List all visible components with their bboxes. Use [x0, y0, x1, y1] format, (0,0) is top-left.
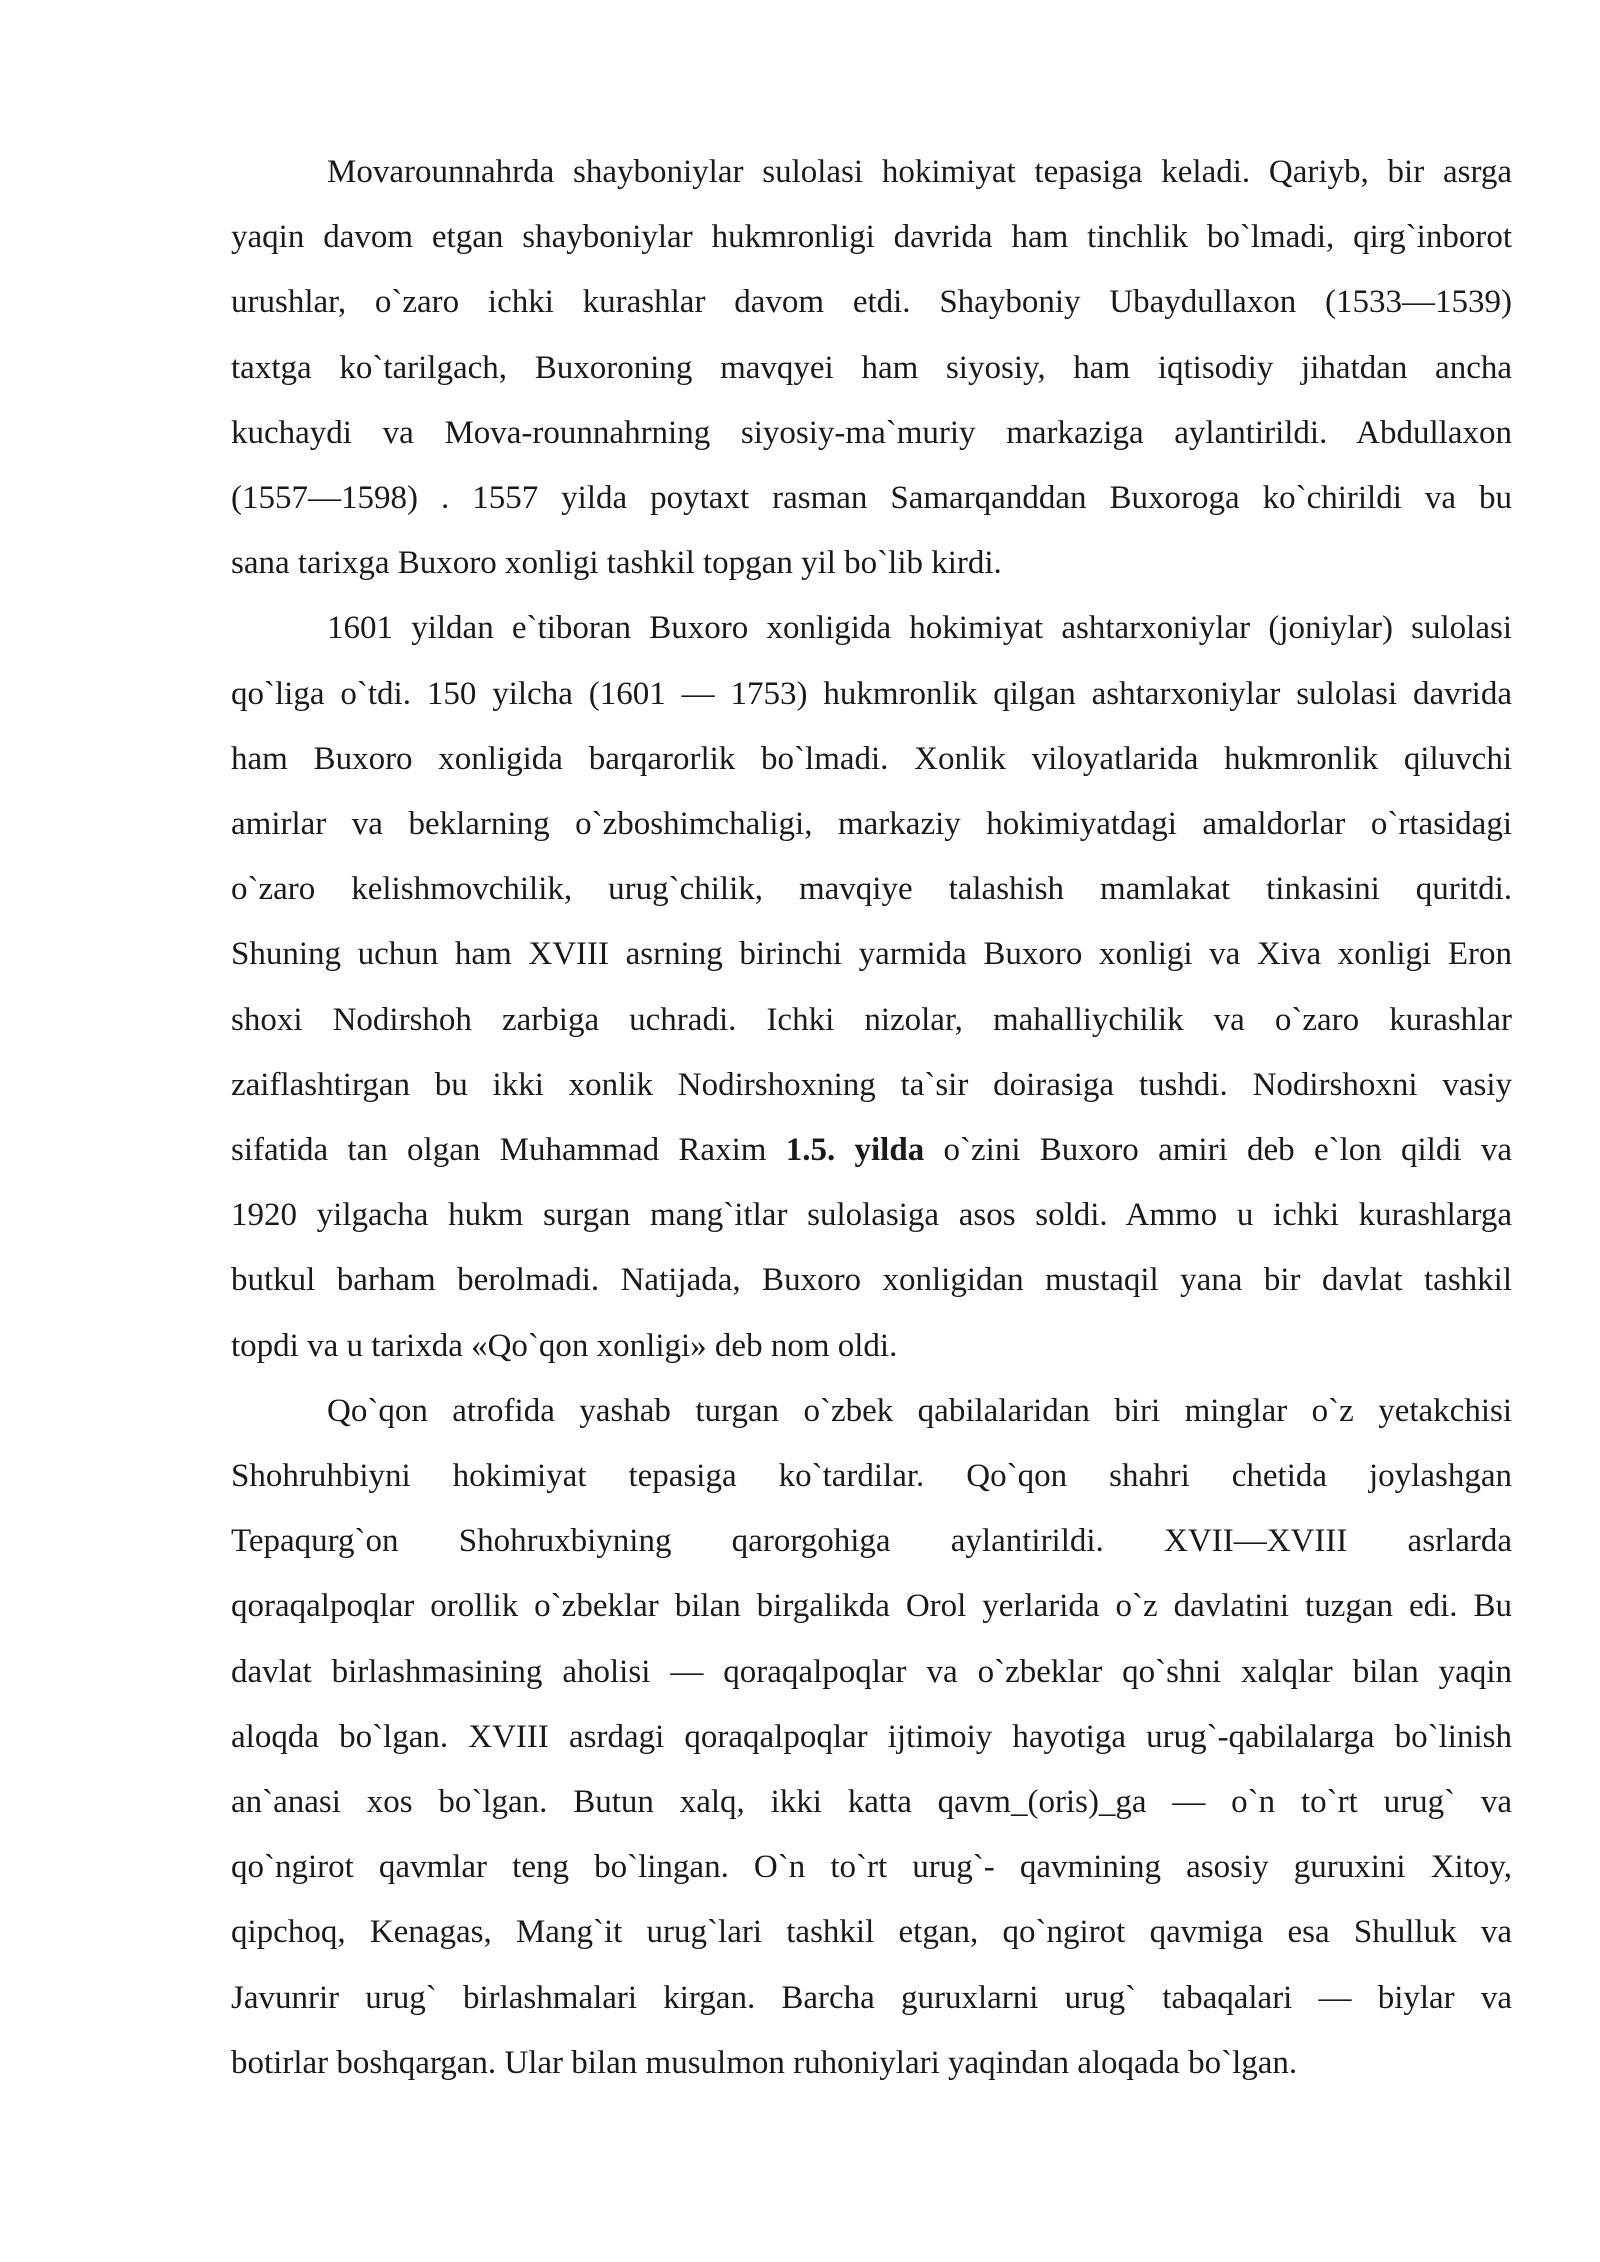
text-line: an`anasi xos bo`lgan. Butun xalq, ikki katta qavm_(oris)_ga — o`n to`rt urug` va	[231, 1784, 1512, 1821]
text-line: 1601 yildan e`tiboran Buxoro xonligida hokimiyat ashtarxoniylar (joniylar) sulolasi	[327, 610, 1512, 647]
text-line-with-bold	[231, 1118, 1512, 1183]
paragraph-qoqon	[231, 1379, 1512, 2096]
text-line: qo`liga o`tdi. 150 yilcha (1601 — 1753) hukmronlik qilgan ashtarxoniylar sulolasi davrida	[231, 675, 1512, 712]
text-line: zaiflashtirgan bu ikki xonlik Nodirshoxning ta`sir doirasiga tushdi. Nodirshoxni vasiy	[231, 1066, 1512, 1103]
text-line: Movarounnahrda shayboniylar sulolasi hokimiyat tepasiga keladi. Qariyb, bir asrga	[327, 154, 1512, 190]
text-line: taxtga ko`tarilgach, Buxoroning mavqyei ham siyosiy, ham iqtisodiy jihatdan ancha	[231, 349, 1512, 386]
text-line: aloqda bo`lgan. XVIII asrdagi qoraqalpoqlar ijtimoiy hayotiga urug`-qabilalarga bo`linish	[231, 1718, 1512, 1755]
text-line: amirlar va beklarning o`zboshimchaligi, markaziy hokimiyatdagi amaldorlar o`rtasidagi	[231, 806, 1512, 843]
text-line: ham Buxoro xonligida barqarorlik bo`lmadi. Xonlik viloyatlarida hukmronlik qiluvchi	[231, 740, 1512, 777]
text-line: topdi va u tarixda «Qo`qon xonligi» deb nom oldi.	[231, 1327, 898, 1364]
text-line: sana tarixga Buxoro xonligi tashkil topgan yil bo`lib kirdi.	[231, 545, 1002, 582]
text-line: davlat birlashmasining aholisi — qoraqalpoqlar va o`zbeklar qo`shni xalqlar bilan yaqin	[231, 1653, 1512, 1690]
text-line: Shuning uchun ham XVIII asrning birinchi yarmida Buxoro xonligi va Xiva xonligi Eron	[231, 936, 1512, 973]
text-line: kuchaydi va Mova-rounnahrning siyosiy-ma`muriy markaziga aylantirildi. Abdullaxon	[231, 414, 1512, 451]
text-line: qoraqalpoqlar orollik o`zbeklar bilan birgalikda Orol yerlarida o`z davlatini tuzgan edi. Bu	[231, 1588, 1512, 1625]
text-line: qipchoq, Kenagas, Mang`it urug`lari tashkil etgan, qo`ngirot qavmiga esa Shulluk va	[231, 1914, 1512, 1951]
document-page	[231, 140, 1512, 2096]
text-line: Tepaqurg`on Shohruxbiyning qarorgohiga aylantirildi. XVII—XVIII asrlarda	[231, 1523, 1512, 1560]
text-line: Qo`qon atrofida yashab turgan o`zbek qabilalaridan biri minglar o`z yetakchisi	[327, 1392, 1512, 1429]
text-line: 1920 yilgacha hukm surgan mang`itlar sulolasiga asos soldi. Ammo u ichki kurashlarga	[231, 1197, 1512, 1234]
text-segment: o`zini Buxoro amiri deb e`lon qildi va	[924, 1132, 1513, 1169]
text-line: botirlar boshqargan. Ular bilan musulmon ruhoniylari yaqindan aloqada bo`lgan.	[231, 2044, 1298, 2081]
text-line: urushlar, o`zaro ichki kurashlar davom etdi. Shayboniy Ubaydullaxon (1533—1539)	[231, 284, 1512, 321]
text-line: shoxi Nodirshoh zarbiga uchradi. Ichki nizolar, mahalliychilik va o`zaro kurashlar	[231, 1001, 1512, 1038]
bold-date-text: 1.5. yilda	[785, 1132, 925, 1169]
text-line: Shohruhbiyni hokimiyat tepasiga ko`tardilar. Qo`qon shahri chetida joylashgan	[231, 1458, 1512, 1495]
text-line: (1557—1598) . 1557 yilda poytaxt rasman Samarqanddan Buxoroga ko`chirildi va bu	[231, 480, 1512, 517]
paragraph-shayboniylar	[231, 140, 1512, 596]
text-line: o`zaro kelishmovchilik, urug`chilik, mavqiye talashish mamlakat tinkasini quritdi.	[231, 871, 1512, 908]
text-line: qo`ngirot qavmlar teng bo`lingan. O`n to`rt urug`- qavmining asosiy guruxini Xitoy,	[231, 1849, 1512, 1886]
text-line: butkul barham berolmadi. Natijada, Buxoro xonligidan mustaqil yana bir davlat tashkil	[231, 1262, 1512, 1299]
text-segment: sifatida tan olgan Muhammad Raxim	[231, 1132, 786, 1169]
paragraph-ashtarxoniylar	[231, 596, 1512, 1378]
text-line: Javunrir urug` birlashmalari kirgan. Barcha guruxlarni urug` tabaqalari — biylar va	[231, 1979, 1512, 2016]
text-line: yaqin davom etgan shayboniylar hukmronligi davrida ham tinchlik bo`lmadi, qirg`inborot	[231, 219, 1512, 256]
